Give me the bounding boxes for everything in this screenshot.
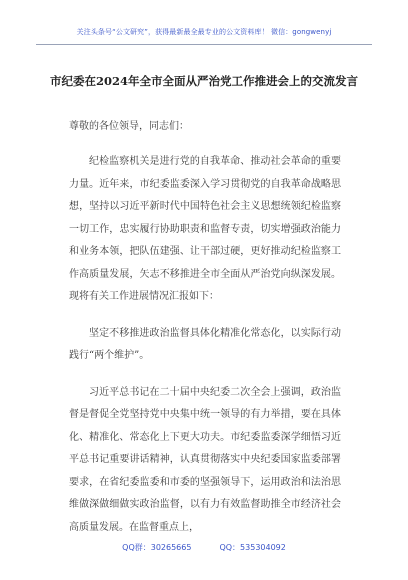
document-title: 市纪委在2024年全市全面从严治党工作推进会上的交流发言: [50, 74, 359, 88]
salutation: 尊敬的各位领导，同志们：: [69, 121, 189, 132]
footer-qq-group: QQ群：30265665: [122, 543, 192, 552]
footer-qq: QQ：535304092: [219, 543, 286, 552]
body-paragraph: 坚定不移推进政治监督具体化精准化常态化，以实际行动践行“两个维护”。: [69, 327, 341, 361]
body-paragraph: 纪检监察机关是进行党的自我革命、推动社会革命的重要力量。近年来，市纪委监委深入学习贯彻党的自我革命战略思想，坚持以习近平新时代中国特色社会主义思想统领纪检监察一切工作，忠实履行协助职责和监督专责，切实增强政治能力和业务本领，把队伍建强、让干部过硬，更好推动纪检监察工作高质量发展，矢志不移推进全市全面从严治党向纵深发展。现将有关工作进展情况汇报如下：: [69, 156, 341, 302]
document-body: [69, 117, 341, 539]
header-banner: 关注头条号“公文研究”，获得最新最全最专业的公文资料库！ 微信：gongwenyj: [76, 28, 332, 36]
header-divider: [36, 44, 372, 45]
footer: [0, 542, 408, 553]
body-paragraph: 习近平总书记在二十届中央纪委二次全会上强调，政治监督是督促全党坚持党中央集中统一领导的有力举措，要在具体化、精准化、常态化上下更大功夫。市纪委监委深学细悟习近平总书记重要讲话精神，认真贯彻落实中央纪委国家监委部署要求，在省纪委监委和市委的坚强领导下，运用政治和法治思维做深做细做实政治监督，以有力有效监督助推全市经济社会高质量发展。在监督重点上，: [69, 386, 341, 533]
